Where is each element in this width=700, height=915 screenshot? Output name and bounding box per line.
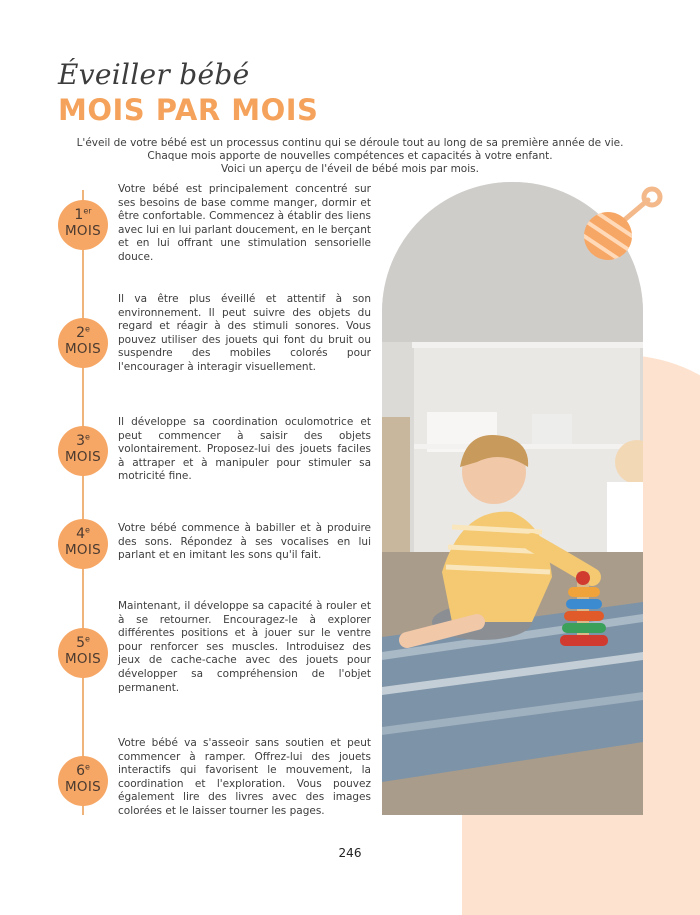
page-number: 246 bbox=[338, 846, 362, 860]
month-word: MOIS bbox=[64, 542, 102, 558]
month-word: MOIS bbox=[64, 223, 102, 239]
intro-line: L'éveil de votre bébé est un processus continu qui se déroule tout au long de sa première année de vie. bbox=[76, 137, 624, 149]
timeline-line bbox=[82, 190, 84, 815]
month-number: 3e bbox=[76, 432, 90, 449]
month-number: 2e bbox=[76, 324, 90, 341]
baby-playing-photo bbox=[382, 182, 643, 815]
month-word: MOIS bbox=[64, 779, 102, 795]
month-6-text: Votre bébé va s'asseoir sans soutien et peut commencer à ramper. Offrez-lui des jouets interactifs qui favorisent le mouvement, la coordination et l'exploration. Vous pouvez également lire des livres avec des images colorées et le laisser tourner les pages. bbox=[118, 737, 371, 817]
month-3-text: Il développe sa coordination oculomotrice et peut commencer à saisir des objets volontairement. Proposez-lui des jouets faciles à attraper et à manipuler pour stimuler sa motricité fine. bbox=[118, 416, 371, 483]
month-number: 6e bbox=[76, 762, 90, 779]
month-number: 5e bbox=[76, 634, 90, 651]
month-5-badge bbox=[58, 628, 108, 678]
month-word: MOIS bbox=[64, 341, 102, 357]
month-6-badge bbox=[58, 756, 108, 806]
month-word: MOIS bbox=[64, 449, 102, 465]
rattle-icon bbox=[578, 186, 668, 276]
month-4-text: Votre bébé commence à babiller et à produire des sons. Répondez à ses vocalises en lui parlant et en imitant les sons qu'il fait. bbox=[118, 522, 371, 562]
month-3-badge bbox=[58, 426, 108, 476]
intro-line: Chaque mois apporte de nouvelles compétences et capacités à votre enfant. bbox=[147, 150, 553, 162]
month-word: MOIS bbox=[64, 651, 102, 667]
month-2-badge bbox=[58, 318, 108, 368]
month-1-badge bbox=[58, 200, 108, 250]
title-script: Éveiller bébé bbox=[58, 58, 250, 91]
month-5-text: Maintenant, il développe sa capacité à rouler et à se retourner. Encouragez-le à explorer différentes positions et à jouer sur le ventre pour renforcer ses muscles. Introduisez des jeux de cache-cache avec des jouets pour développer sa compréhension de l'objet permanent. bbox=[118, 600, 371, 694]
month-number: 4e bbox=[76, 525, 90, 542]
month-1-text: Votre bébé est principalement concentré sur ses besoins de base comme manger, dormir et être confortable. Commencez à établir des liens avec lui en lui parlant doucement, en le berçant et en lui offrant une stimulation sensorielle douce. bbox=[118, 183, 371, 263]
intro-paragraph bbox=[40, 137, 660, 176]
photo-illustration bbox=[382, 182, 643, 815]
month-4-badge bbox=[58, 519, 108, 569]
month-2-text: Il va être plus éveillé et attentif à son environnement. Il peut suivre des objets du regard et réagir à des stimuli sonores. Vous pouvez utiliser des jouets qui font du bruit ou suspendre des mobiles colorés pour l'encourager à interagir visuellement. bbox=[118, 293, 371, 373]
month-number: 1er bbox=[74, 206, 92, 223]
page-title: MOIS PAR MOIS bbox=[58, 93, 319, 127]
intro-line: Voici un aperçu de l'éveil de bébé mois par mois. bbox=[221, 163, 479, 175]
